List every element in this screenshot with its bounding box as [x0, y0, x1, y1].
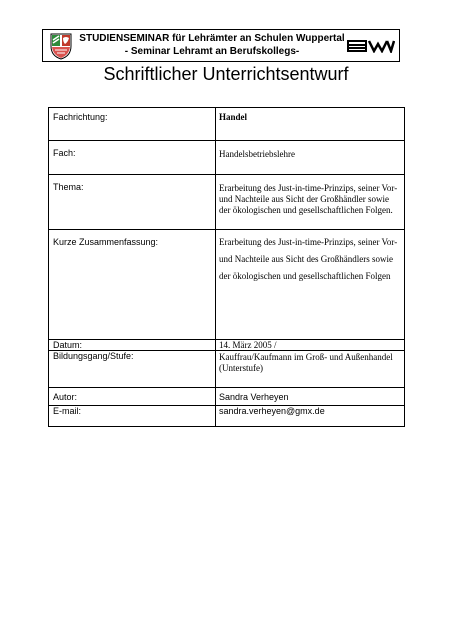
seminar-name-line2: - Seminar Lehramt an Berufskollegs- [124, 46, 300, 57]
fachrichtung-label: Fachrichtung: [53, 112, 108, 122]
email-value[interactable]: sandra.verheyen@gmx.de [219, 406, 325, 416]
email-label: E-mail: [53, 406, 82, 416]
lesson-plan-table [48, 107, 405, 427]
datum-value: 14. März 2005 / [219, 340, 277, 350]
fach-label: Fach: [53, 148, 76, 158]
row-divider [49, 229, 404, 230]
autor-label: Autor: [53, 392, 78, 402]
datum-label: Datum: [53, 340, 83, 350]
fach-value: Handelsbetriebslehre [219, 149, 295, 159]
seminar-header [42, 29, 400, 62]
seminar-name-line1: STUDIENSEMINAR für Lehrämter an Schulen Wuppertal [79, 33, 345, 44]
bildungsgang-value: Kauffrau/Kaufmann im Groß- und Außenhandel (Unterstufe) [219, 352, 393, 373]
row-divider [49, 387, 404, 388]
zusammenfassung-value: Erarbeitung des Just-in-time-Prinzips, seiner Vor- und Nachteile aus Sicht des Großhändlers sowie der ökologischen und gesellschaftlichen Folgen [219, 237, 398, 281]
zusammenfassung-label: Kurze Zusammenfassung: [53, 237, 159, 247]
seminar-name [79, 32, 345, 58]
row-divider [49, 174, 404, 175]
row-divider [49, 140, 404, 141]
thema-value: Erarbeitung des Just-in-time-Prinzips, seiner Vor- und Nachteile aus Sicht der Großhändler sowie der ökologischen und gesellschaftlichen Folgen. [219, 183, 398, 215]
fachrichtung-value: Handel [219, 112, 248, 122]
nrw-coat-of-arms-icon [49, 32, 73, 60]
document-title: Schriftlicher Unterrichtsentwurf [103, 64, 349, 84]
thema-label: Thema: [53, 182, 84, 192]
autor-value: Sandra Verheyen [219, 392, 289, 402]
bildungsgang-label: Bildungsgang/Stufe: [53, 351, 134, 361]
sw-logo-icon [347, 39, 395, 53]
column-divider [215, 108, 216, 426]
